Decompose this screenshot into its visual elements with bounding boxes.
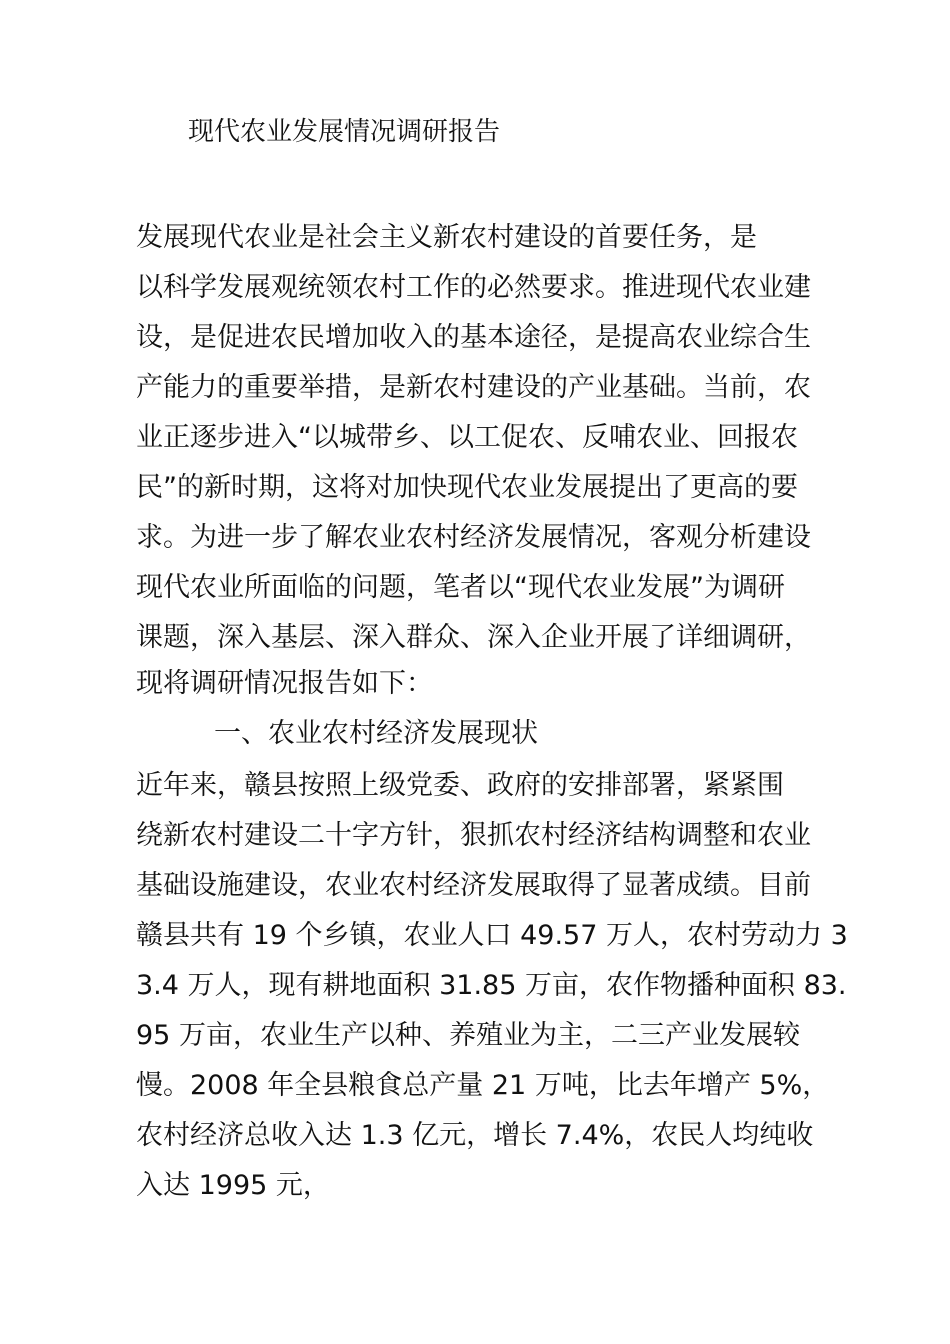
section-line: 95 万亩，农业生产以种、养殖业为主，二三产业发展较 xyxy=(136,1020,800,1051)
intro-line: 发展现代农业是社会主义新农村建设的首要任务，是 xyxy=(136,222,757,253)
document-title: 现代农业发展情况调研报告 xyxy=(188,117,501,147)
section-line: 基础设施建设，农业农村经济发展取得了显著成绩。目前 xyxy=(136,870,811,901)
section-line: 入达 1995 元， xyxy=(136,1170,330,1201)
intro-line: 求。为进一步了解农业农村经济发展情况，客观分析建设 xyxy=(136,522,811,553)
section-line: 慢。2008 年全县粮食总产量 21 万吨，比去年增产 5%， xyxy=(136,1070,830,1101)
intro-line: 课题，深入基层、深入群众、深入企业开展了详细调研， xyxy=(136,622,811,653)
section-line: 农村经济总收入达 1.3 亿元，增长 7.4%，农民人均纯收 xyxy=(136,1120,814,1151)
intro-line: 以科学发展观统领农村工作的必然要求。推进现代农业建 xyxy=(136,272,811,303)
intro-line: 业正逐步进入“以城带乡、以工促农、反哺农业、回报农 xyxy=(136,422,798,453)
intro-line: 现代农业所面临的问题，笔者以“现代农业发展”为调研 xyxy=(136,572,785,603)
intro-line: 产能力的重要举措，是新农村建设的产业基础。当前，农 xyxy=(136,372,811,403)
section-heading: 一、农业农村经济发展现状 xyxy=(214,718,538,749)
intro-line: 现将调研情况报告如下： xyxy=(136,668,433,699)
section-line: 3.4 万人，现有耕地面积 31.85 万亩，农作物播种面积 83. xyxy=(136,970,847,1001)
intro-line: 设，是促进农民增加收入的基本途径，是提高农业综合生 xyxy=(136,322,811,353)
section-line: 绕新农村建设二十字方针，狠抓农村经济结构调整和农业 xyxy=(136,820,811,851)
intro-line: 民”的新时期，这将对加快现代农业发展提出了更高的要 xyxy=(136,472,798,503)
section-line: 赣县共有 19 个乡镇，农业人口 49.57 万人，农村劳动力 3 xyxy=(136,920,848,951)
section-line: 近年来，赣县按照上级党委、政府的安排部署，紧紧围 xyxy=(136,770,784,801)
